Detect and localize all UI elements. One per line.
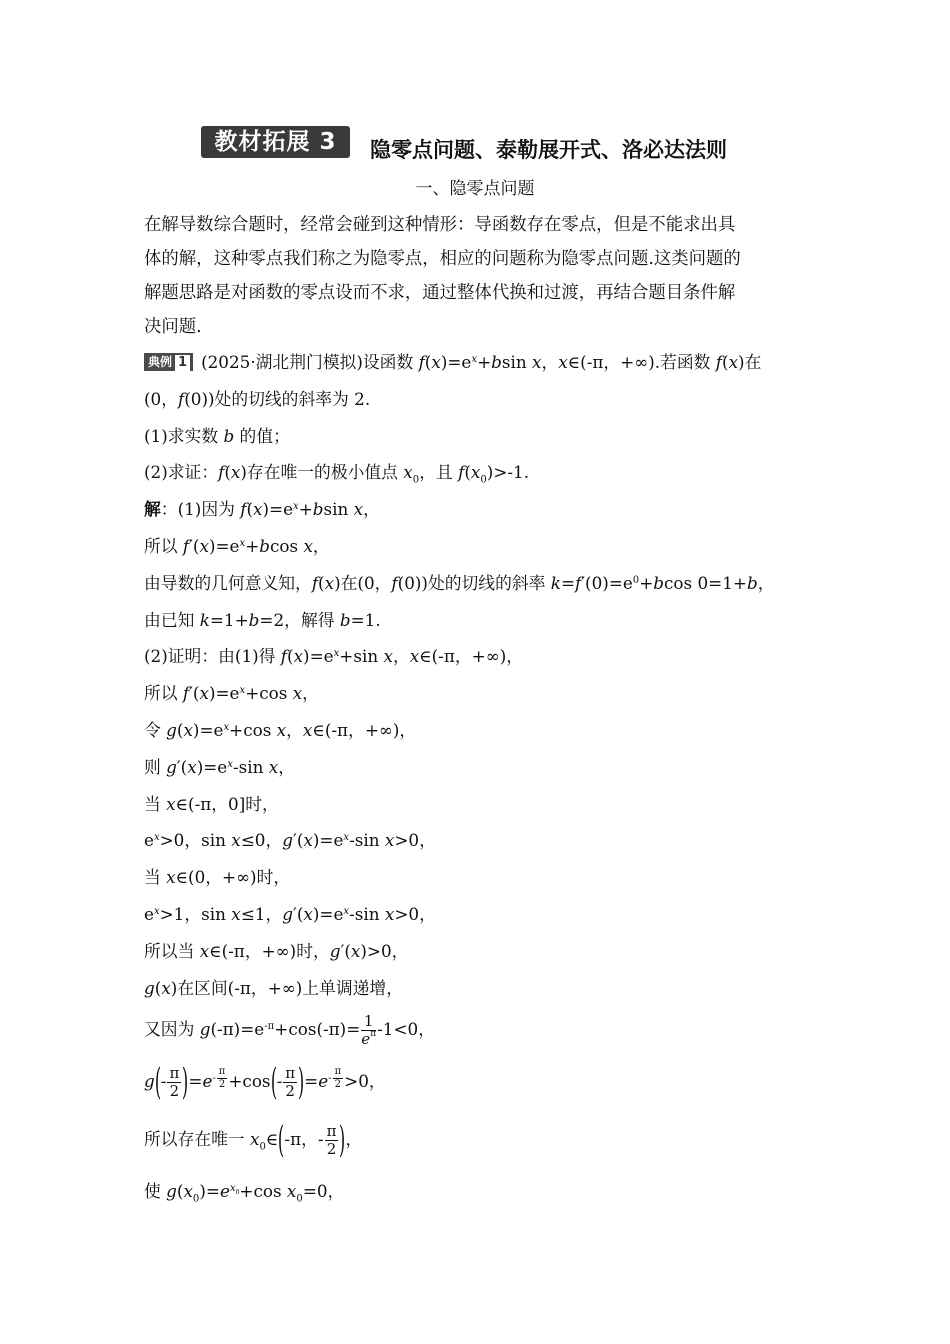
page-title: 隐零点问题、泰勒展开式、洛必达法则 bbox=[370, 137, 727, 162]
question-1: (1)求实数 b 的值； bbox=[144, 425, 290, 446]
solution-label: 解 bbox=[144, 499, 161, 520]
solution-line: 令 $g(x)=e^x+\cos$ x，x∈(-π，+∞)， bbox=[144, 719, 417, 740]
page-header bbox=[0, 124, 950, 164]
problem-statement-cont: (0，f(0))处的切线的斜率为 2. bbox=[144, 388, 371, 409]
solution-line: (2)证明：由(1)得 $f(x)=e^x+\sin$ x，x∈(-π，+∞)， bbox=[144, 646, 524, 667]
solution-line-fraction: g(- $\frac{\pi}{2}$ )$=e^{- \frac{\pi}{2}}$ +cos(- $\frac{\pi}{2}$ )$=e^{- \frac{\pi}{2}}$ >0， bbox=[144, 1061, 386, 1103]
solution-line: 使 $g(x_0)=e^{x_0}+\cos$ $x_0=0$， bbox=[144, 1181, 345, 1205]
problem-statement: 典例 1 (2025·湖北荆门模拟)设函数 $f(x)=e^x+bsin$ x，x∈(-π，+∞).若函数 f(x)在 bbox=[144, 344, 804, 381]
intro-line: 解题思路是对函数的零点设而不求，通过整体代换和过渡，再结合题目条件解 bbox=[144, 283, 736, 303]
solution-line: 所以 $f'(x)=e^x+bcos$ x， bbox=[144, 535, 330, 556]
section-title: 一、隐零点问题 bbox=[415, 179, 535, 199]
solution-line: 由导数的几何意义知，f(x)在(0，f(0))处的切线的斜率 $k=f'(0)=e^0+bcos$ 0=1+b， bbox=[144, 572, 775, 593]
solution-line: 所以当 x∈(-π，+∞)时，g′(x)>0， bbox=[144, 940, 409, 961]
example-source: (2025·湖北荆门模拟) bbox=[201, 352, 363, 372]
intro-line: 在解导数综合题时，经常会碰到这种情形：导函数存在零点，但是不能求出具 bbox=[144, 215, 736, 235]
solution-line: 则 $g'(x)=e^x-\sin$ x， bbox=[144, 756, 295, 777]
intro-line: 体的解，这种零点我们称之为隐零点，相应的问题称为隐零点问题.这类问题的 bbox=[144, 249, 741, 269]
solution-line: 解：(1)因为 $f(x)=e^x+bsin$ x， bbox=[144, 499, 380, 520]
question-2: (2)求证：f(x)存在唯一的极小值点 $x_0$，且 $f(x_0)>-1$. bbox=[144, 462, 530, 486]
example-tag bbox=[144, 353, 193, 371]
fraction: $\frac{\pi}{2}$ bbox=[285, 1064, 296, 1101]
solution-line: g(x)在区间(-π，+∞)上单调递增， bbox=[144, 977, 403, 998]
intro-line: 决问题. bbox=[144, 317, 202, 337]
intro-paragraph bbox=[144, 208, 804, 344]
example-tag-label: 典例 bbox=[148, 354, 173, 369]
document-body bbox=[144, 208, 804, 1214]
solution-line-fraction: 所以存在唯一 $x_0\in(-\pi$，- $\frac{\pi}{2}$ )， bbox=[144, 1119, 363, 1161]
solution-line-fraction: 又因为 $g(-\pi)=e^{-\pi}+\cos(-\pi)=$ $\frac{1}{e^\pi}$ -1<0， bbox=[144, 1012, 435, 1049]
solution-line: 由已知 k=1+b=2，解得 b=1. bbox=[144, 609, 381, 630]
solution-line: $e^x>1$，sin x≤1，$g'(x)=e^x-\sin$ x>0， bbox=[144, 903, 436, 924]
chapter-badge: 教材拓展 3 bbox=[201, 126, 350, 158]
fraction: $\frac{\pi}{2}$ bbox=[169, 1064, 180, 1101]
solution-line: 当 x∈(-π，0]时， bbox=[144, 793, 279, 814]
solution-line: 所以 $f'(x)=e^x+\cos$ x， bbox=[144, 683, 319, 704]
fraction: $\frac{\pi}{2}$ bbox=[326, 1122, 337, 1159]
fraction: $\frac{1}{e^\pi}$ bbox=[361, 1012, 377, 1049]
solution-line: 当 x∈(0，+∞)时， bbox=[144, 867, 291, 888]
proof-label: (2)证明： bbox=[144, 646, 219, 667]
solution-line: $e^x>0$，sin x≤0，$g'(x)=e^x-\sin$ x>0， bbox=[144, 830, 436, 851]
example-tag-number: 1 bbox=[175, 355, 190, 371]
